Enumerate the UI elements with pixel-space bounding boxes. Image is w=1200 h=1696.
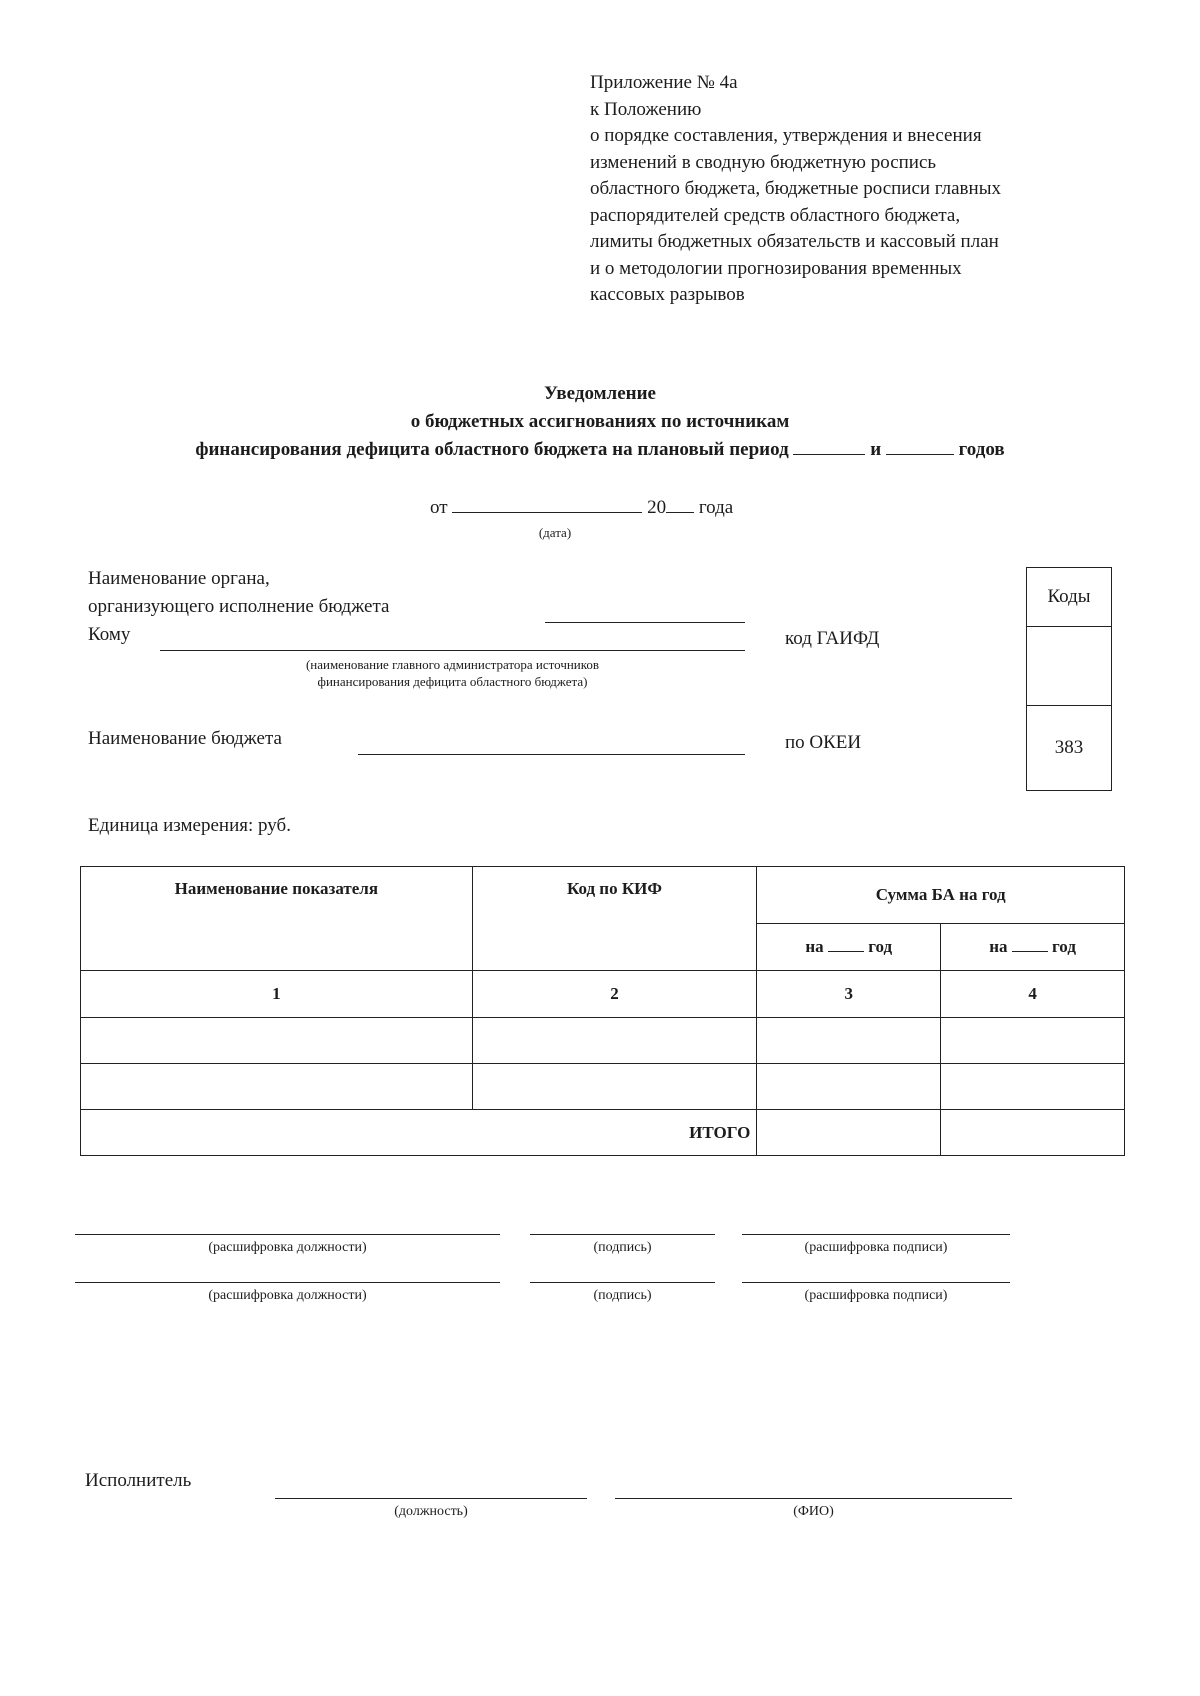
signature-field-2[interactable]: [530, 1282, 715, 1283]
table-row: [81, 1018, 1125, 1064]
executor-position-hint: (должность): [394, 1504, 468, 1519]
to-label: Кому: [88, 624, 131, 645]
organ-label-2: организующего исполнение бюджета: [88, 596, 390, 617]
table-row: [81, 1064, 1125, 1110]
total-row: [81, 1110, 1125, 1156]
to-field[interactable]: [160, 650, 745, 651]
date-line: [430, 496, 733, 519]
signature-name-field-2[interactable]: [742, 1282, 1010, 1283]
appendix-reference: [590, 70, 1001, 309]
year-2-prefix: на: [989, 937, 1008, 956]
year-1-field[interactable]: [828, 937, 864, 952]
table-cell[interactable]: [81, 1018, 473, 1064]
year-1-suffix: год: [868, 937, 893, 956]
budget-label: Наименование бюджета: [88, 728, 282, 749]
signature-position-field-2[interactable]: [75, 1282, 500, 1283]
total-year-1-cell[interactable]: [757, 1110, 941, 1156]
executor-position-field[interactable]: [275, 1498, 587, 1499]
date-year-suffix: года: [698, 497, 734, 518]
code-gaifd-value[interactable]: [1027, 626, 1111, 705]
budget-field[interactable]: [358, 754, 745, 755]
year-1-prefix: на: [805, 937, 824, 956]
signature-field-1[interactable]: [530, 1234, 715, 1235]
budget-allocations-table: [80, 866, 1125, 1156]
appendix-line: областного бюджета, бюджетные росписи главных: [590, 178, 1001, 199]
date-hint: (дата): [538, 525, 572, 540]
to-hint-line-1: (наименование главного администратора источников: [305, 657, 600, 672]
signature-position-field-1[interactable]: [75, 1234, 500, 1235]
name-hint-2: (расшифровка подписи): [804, 1288, 948, 1303]
column-number: 3: [757, 971, 941, 1018]
table-cell[interactable]: [81, 1064, 473, 1110]
header-year-2: [941, 924, 1125, 971]
column-number: 4: [941, 971, 1125, 1018]
header-sum: Сумма БА на год: [757, 867, 1125, 924]
signature-hint-2: (подпись): [593, 1288, 652, 1303]
signature-hint-1: (подпись): [593, 1240, 652, 1255]
table-cell[interactable]: [472, 1064, 757, 1110]
title-line-3-start: финансирования дефицита областного бюджета на плановый период: [195, 439, 789, 460]
executor-fio-hint: (ФИО): [793, 1504, 834, 1519]
total-label: ИТОГО: [81, 1110, 757, 1156]
appendix-line: Приложение № 4а: [590, 72, 738, 93]
title-line-1: Уведомление: [544, 383, 656, 404]
document-title: [0, 380, 1200, 464]
code-gaifd-label: код ГАИФД: [785, 628, 880, 649]
year-2-field[interactable]: [1012, 937, 1048, 952]
column-number: 1: [81, 971, 473, 1018]
table-cell[interactable]: [941, 1064, 1125, 1110]
plan-year-2-field[interactable]: [886, 438, 954, 455]
organ-label-1: Наименование органа,: [88, 568, 270, 589]
header-year-1: [757, 924, 941, 971]
to-hint-line-2: финансирования дефицита областного бюджета): [317, 674, 588, 689]
date-year-field[interactable]: [666, 496, 694, 513]
name-hint-1: (расшифровка подписи): [804, 1240, 948, 1255]
appendix-line: и о методологии прогнозирования временных: [590, 257, 962, 279]
codes-header: Коды: [1047, 586, 1091, 607]
table-cell[interactable]: [941, 1018, 1125, 1064]
table-cell[interactable]: [757, 1018, 941, 1064]
unit-label: Единица измерения: руб.: [88, 815, 291, 836]
appendix-line: кассовых разрывов: [590, 284, 745, 305]
header-kif-code: Код по КИФ: [472, 867, 757, 971]
signature-name-field-1[interactable]: [742, 1234, 1010, 1235]
total-year-2-cell[interactable]: [941, 1110, 1125, 1156]
appendix-line: о порядке составления, утверждения и внесения: [590, 125, 982, 146]
to-hint: [160, 656, 745, 690]
organ-field[interactable]: [545, 622, 745, 623]
plan-year-1-field[interactable]: [793, 438, 865, 455]
title-and: и: [870, 439, 882, 460]
title-line-2: о бюджетных ассигнованиях по источникам: [410, 411, 790, 432]
title-years: годов: [958, 439, 1005, 460]
column-number: 2: [472, 971, 757, 1018]
executor-fio-field[interactable]: [615, 1498, 1012, 1499]
column-numbers-row: [81, 971, 1125, 1018]
code-okei-value: 383: [1027, 705, 1111, 790]
header-indicator-name: Наименование показателя: [81, 867, 473, 971]
appendix-line: изменений в сводную бюджетную роспись: [590, 151, 937, 173]
date-field[interactable]: [452, 496, 642, 513]
year-2-suffix: год: [1052, 937, 1076, 956]
appendix-line: к Положению: [590, 98, 702, 120]
position-hint-2: (расшифровка должности): [208, 1288, 367, 1303]
executor-label: Исполнитель: [85, 1470, 192, 1491]
title-line-3: [0, 436, 1200, 464]
appendix-line: распорядителей средств областного бюджета,: [590, 204, 961, 226]
codes-box: [1026, 567, 1112, 791]
okei-label: по ОКЕИ: [785, 732, 862, 753]
table-cell[interactable]: [757, 1064, 941, 1110]
table-cell[interactable]: [472, 1018, 757, 1064]
position-hint-1: (расшифровка должности): [208, 1240, 367, 1255]
date-from-label: от: [430, 497, 448, 518]
appendix-line: лимиты бюджетных обязательств и кассовый план: [590, 231, 999, 252]
date-year-prefix: 20: [647, 497, 667, 518]
